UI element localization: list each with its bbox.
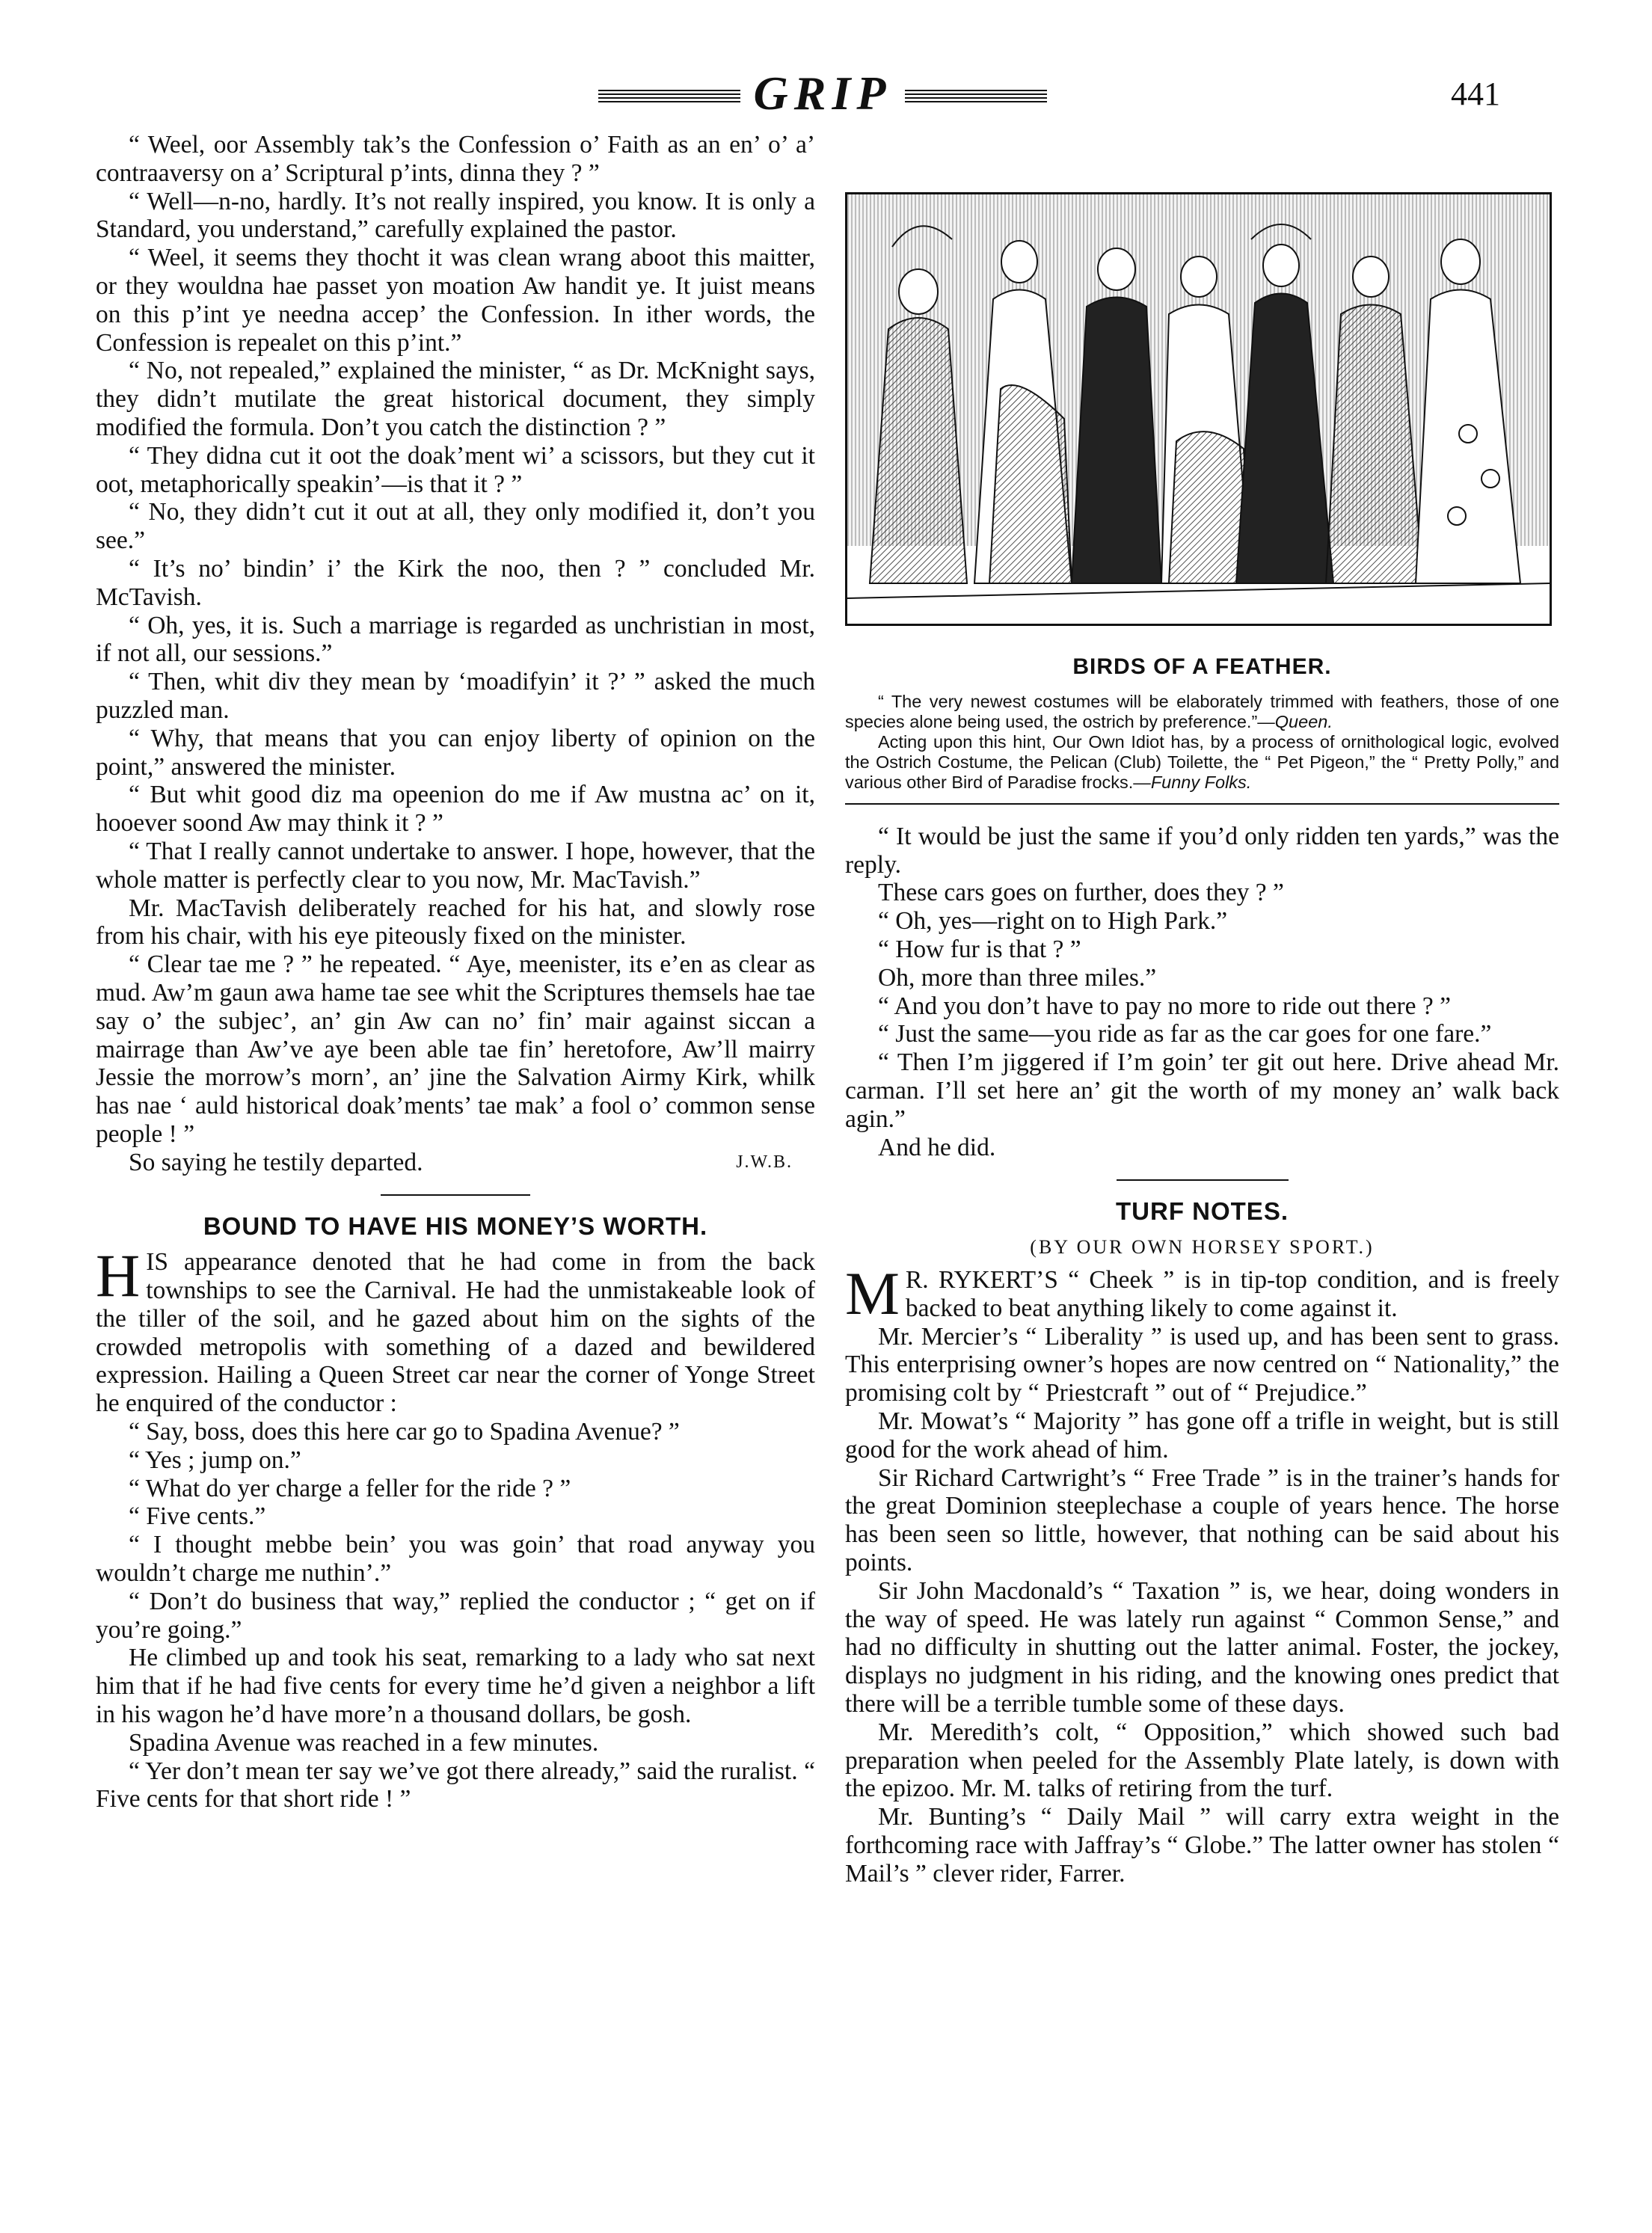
dialogue-paragraph: “ Then, whit div they mean by ‘moadifyin’ it ?’ ” asked the much puzzled man. xyxy=(96,668,815,724)
story-title: BOUND TO HAVE HIS MONEY’S WORTH. xyxy=(203,1212,708,1241)
author-signature: J.W.B. xyxy=(736,1152,793,1172)
turf-paragraph: Mr. Mowat’s “ Majority ” has gone off a trifle in weight, but is still good for the work ahead of him. xyxy=(845,1407,1559,1463)
caption-divider xyxy=(845,803,1559,805)
section-divider xyxy=(1117,1179,1289,1181)
dialogue-paragraph: Mr. MacTavish deliberately reached for his hat, and slowly rose from his chair, with his eye piteously fixed on the minister. xyxy=(96,894,815,950)
masthead-rule-right xyxy=(905,90,1047,103)
illustration-caption-quote xyxy=(845,692,1559,732)
story-continuation-paragraph: “ And you don’t have to pay no more to ride out there ? ” xyxy=(878,992,1451,1020)
dialogue-paragraph: “ Weel, oor Assembly tak’s the Confession o’ Faith as an en’ o’ a’ contraaversy on a’ Scriptural p’ints, dinna they ? ” xyxy=(96,131,815,187)
left-column xyxy=(96,131,815,1813)
story-continuation-paragraph: Oh, more than three miles.” xyxy=(878,963,1157,992)
right-column xyxy=(845,131,1559,1888)
drop-cap: H xyxy=(96,1241,141,1310)
dialogue-paragraph: “ Why, that means that you can enjoy liberty of opinion on the point,” answered the minister. xyxy=(96,724,815,781)
page-number: 441 xyxy=(1451,76,1500,112)
story-paragraph: “ Don’t do business that way,” replied the conductor ; “ get on if you’re going.” xyxy=(96,1587,815,1644)
story-paragraph: He climbed up and took his seat, remarking to a lady who sat next him that if he had five cents for every time he’d given a neighbor a lift in his wagon he’d have more’n a thousand dollars, be gosh. xyxy=(96,1644,815,1729)
story-paragraph: “ Yer don’t mean ter say we’ve got there already,” said the ruralist. “ Five cents for that short ride ! ” xyxy=(96,1757,815,1813)
dialogue-paragraph: “ They didna cut it oot the doak’ment wi’ a scissors, but they cut it oot, metaphorically speakin’—is that it ? ” xyxy=(96,441,815,498)
illustration-title: BIRDS OF A FEATHER. xyxy=(1072,654,1332,679)
dialogue-paragraph: “ Oh, yes, it is. Such a marriage is regarded as unchristian in most, if not all, our sessions.” xyxy=(96,611,815,668)
story-continuation-paragraph: “ Just the same—you ride as far as the car goes for one fare.” xyxy=(878,1020,1492,1048)
turf-notes-title: TURF NOTES. xyxy=(1116,1197,1289,1226)
story-opening-paragraph xyxy=(96,1241,815,1418)
drop-cap: M xyxy=(845,1259,900,1327)
section-divider xyxy=(381,1194,530,1196)
story-opening-text: IS appearance denoted that he had come in from the back townships to see the Carnival. He had the unmistakeable look of the tiller of the soil, and he gazed about him on the sights of the crowded metropolis with something of a dazed and bewildered expression. Hailing a Queen Street car near the corner of Yonge Street he enquired of the conductor : xyxy=(96,1248,815,1418)
birds-of-a-feather-illustration xyxy=(845,192,1552,626)
dialogue-paragraph: “ No, not repealed,” explained the minister, “ as Dr. McKnight says, they didn’t mutilate the great historical document, they simply modified the formula. Don’t you catch the distinction ? ” xyxy=(96,357,815,441)
dialogue-paragraph: “ Well—n-no, hardly. It’s not really inspired, you know. It is only a Standard, you understand,” carefully explained the pastor. xyxy=(96,187,815,244)
story-continuation-paragraph: And he did. xyxy=(878,1133,996,1161)
caption-quote-text: “ The very newest costumes will be elaborately trimmed with feathers, those of one species alone being used, the ostrich by preference.”— xyxy=(845,691,1559,731)
masthead xyxy=(568,66,1077,126)
story-continuation-paragraph: “ How fur is that ? ” xyxy=(878,935,1081,963)
caption-body-source: Funny Folks. xyxy=(1150,772,1252,792)
turf-opening-paragraph xyxy=(845,1259,1559,1327)
turf-notes-byline: (BY OUR OWN HORSEY SPORT.) xyxy=(1030,1236,1375,1259)
story-paragraph: Spadina Avenue was reached in a few minutes. xyxy=(129,1728,599,1757)
closing-text: So saying he testily departed. xyxy=(129,1148,423,1176)
story-continuation-paragraph: These cars goes on further, does they ? ” xyxy=(878,879,1284,907)
story-continuation-paragraph: “ It would be just the same if you’d only ridden ten yards,” was the reply. xyxy=(845,822,1559,879)
turf-paragraph: Mr. Bunting’s “ Daily Mail ” will carry extra weight in the forthcoming race with Jaffray’s “ Globe.” The latter owner has stolen “ Mail’s ” clever rider, Farrer. xyxy=(845,1803,1559,1888)
story-paragraph: “ Yes ; jump on.” xyxy=(129,1446,301,1474)
story-paragraph: “ Say, boss, does this here car go to Spadina Avenue? ” xyxy=(129,1418,680,1446)
story-continuation-paragraph: “ Oh, yes—right on to High Park.” xyxy=(878,907,1228,936)
caption-body-text: Acting upon this hint, Our Own Idiot has, by a process of ornithological logic, evolved the Ostrich Costume, the Pelican (Club) Toilette, the “ Pet Pigeon,” the “ Pretty Polly,” and various other Bird of Paradise frocks.— xyxy=(845,731,1559,792)
dialogue-paragraph: “ It’s no’ bindin’ i’ the Kirk the noo, then ? ” concluded Mr. McTavish. xyxy=(96,554,815,611)
dialogue-paragraph: “ Weel, it seems they thocht it was clean wrang aboot this maitter, or they wouldna hae passet yon moation Aw handit ye. It juist means on this p’int ye needna accep’ the Confession. In ither words, the Confession is repealet on this p’int.” xyxy=(96,244,815,357)
closing-line xyxy=(96,1149,815,1177)
masthead-title: GRIP xyxy=(753,67,892,120)
dialogue-paragraph: “ That I really cannot undertake to answer. I hope, however, that the whole matter is perfectly clear to you now, Mr. MacTavish.” xyxy=(96,837,815,894)
turf-opening-text: R. RYKERT’S “ Cheek ” is in tip-top condition, and is freely backed to beat anything likely to come against it. xyxy=(905,1265,1559,1322)
turf-paragraph: Mr. Mercier’s “ Liberality ” is used up, and has been sent to grass. This enterprising owner’s hopes are now centred on “ Nationality,” the promising colt by “ Priestcraft ” out of “ Prejudice.” xyxy=(845,1322,1559,1407)
turf-paragraph: Mr. Meredith’s colt, “ Opposition,” which showed such bad preparation when peeled for the Assembly Plate lately, is down with the epizoo. Mr. M. talks of retiring from the turf. xyxy=(845,1718,1559,1803)
story-paragraph: “ Five cents.” xyxy=(129,1502,266,1531)
caption-quote-source: Queen. xyxy=(1274,711,1333,731)
dialogue-paragraph: “ No, they didn’t cut it out at all, they only modified it, don’t you see.” xyxy=(96,498,815,555)
illustration-caption-body xyxy=(845,732,1559,793)
story-continuation-paragraph: “ Then I’m jiggered if I’m goin’ ter git out here. Drive ahead Mr. carman. I’ll set here an’ git the worth of my money an’ walk back agin.” xyxy=(845,1048,1559,1133)
turf-paragraph: Sir Richard Cartwright’s “ Free Trade ” is in the trainer’s hands for the great Dominion steeplechase a couple of years hence. The horse has been seen so little, however, that nothing can be said about his points. xyxy=(845,1463,1559,1576)
turf-paragraph: Sir John Macdonald’s “ Taxation ” is, we hear, doing wonders in the way of speed. He was lately run against “ Common Sense,” and had no difficulty in shutting out the latter animal. Foster, the jockey, displays no judgment in his riding, and the knowing ones predict that there will be a terrible tumble some of these days. xyxy=(845,1576,1559,1718)
dialogue-paragraph: “ But whit good diz ma opeenion do me if Aw mustna ac’ on it, hooever soond Aw may think it ? ” xyxy=(96,781,815,838)
dialogue-paragraph: “ Clear tae me ? ” he repeated. “ Aye, meenister, its e’en as clear as mud. Aw’m gaun awa hame tae see whit the Scriptures themsels hae tae say o’ the subjec’, an’ gin Aw can no’ fin’ mair against siccan a mairrage than Aw’ve aye been able tae fin’ heretofore, Aw’ll mairry Jessie the morrow’s morn’, an’ jine the Salvation Airmy Kirk, whilk has nae ‘ auld historical doak’ments’ tae mak’ a fool o’ common sense people ! ” xyxy=(96,950,815,1148)
story-paragraph: “ What do yer charge a feller for the ride ? ” xyxy=(129,1474,571,1502)
engraving-figures xyxy=(847,194,1550,624)
story-paragraph: “ I thought mebbe bein’ you was goin’ that road anyway you wouldn’t charge me nuthin’.” xyxy=(96,1531,815,1588)
